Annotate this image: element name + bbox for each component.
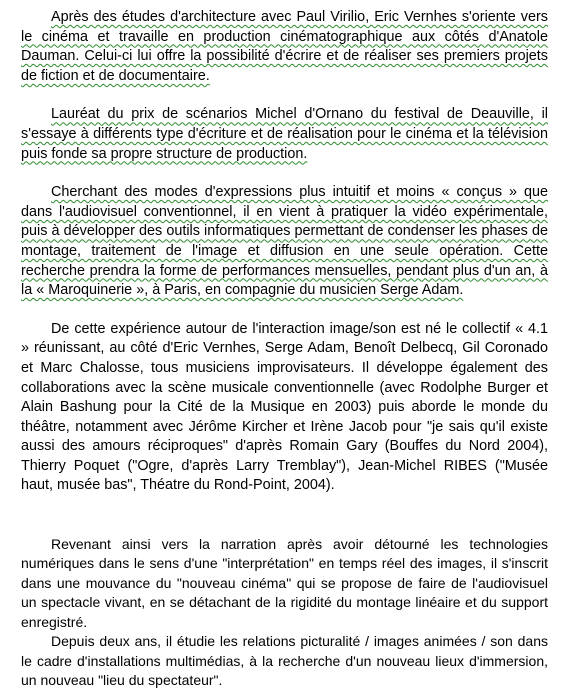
paragraph-installations: Depuis deux ans, il étudie les relations picturalité / images animées / son dans le cadre d'installations multimédias, à la recherche d'un nouveau lieux d'immersion, un nouveau "lieu du spectateur". — [21, 633, 548, 688]
paragraph-experimental-video: Cherchant des modes d'expressions plus intuitif et moins « conçus » que dans l'audiovisuel conventionnel, il en vient à pratiquer la vidéo expérimentale, puis à développer des outils informatiques permettant de condenser les phases de montage, traitement de l'image et diffusion en une seule opération. Cette recherche prendra la forme de performances mensuelles, pendant plus d'un an, à la « Maroquinerie », à Paris, en compagnie du musicien Serge Adam. — [21, 184, 548, 299]
paragraph-studies: Après des études d'architecture avec Paul Virilio, Eric Vernhes s'oriente vers le cinéma et travaille en production cinématographique aux côtés d'Anatole Dauman. Celui-ci lui offre la possibilité d'écrire et de réaliser ses premiers projets de fiction et de documentaire. — [21, 9, 548, 84]
paragraph-narration: Revenant ainsi vers la narration après avoir détourné les technologies numériques dans le sens d'une "interprétation" en temps réel des images, il s'inscrit dans une mouvance du "nouveau cinéma" qui se propose de faire de l'audiovisuel un spectacle vivant, en se détachant de la rigidité du montage linéaire et du support enregistré. — [21, 536, 548, 630]
paragraph-laureate: Lauréat du prix de scénarios Michel d'Ornano du festival de Deauville, il s'essaye à différents type d'écriture et de réalisation pour le cinéma et la télévision puis fonde sa propre structure de production. — [21, 106, 548, 162]
paragraph-collective: De cette expérience autour de l'interaction image/son est né le collectif « 4.1 » réunissant, au côté d'Eric Vernhes, Serge Adam, Benoît Delbecq, Gil Coronado et Marc Chalosse, tous musiciens improvisateurs. Il développe également des collaborations avec la scène musicale conventionnelle (avec Rodolphe Burger et Alain Bashung pour la Cité de la Musique en 2003) puis aborde le monde du théâtre, notamment avec Jérôme Kircher et Irène Jacob pour "je sais qu'il existe aussi des amours réciproques" d'après Romain Gary (Bouffes du Nord 2004), Thierry Poquet ("Ogre, d'après Larry Tremblay"), Jean-Michel RIBES ("Musée haut, musée bas", Théatre du Rond-Point, 2004). — [21, 320, 548, 494]
